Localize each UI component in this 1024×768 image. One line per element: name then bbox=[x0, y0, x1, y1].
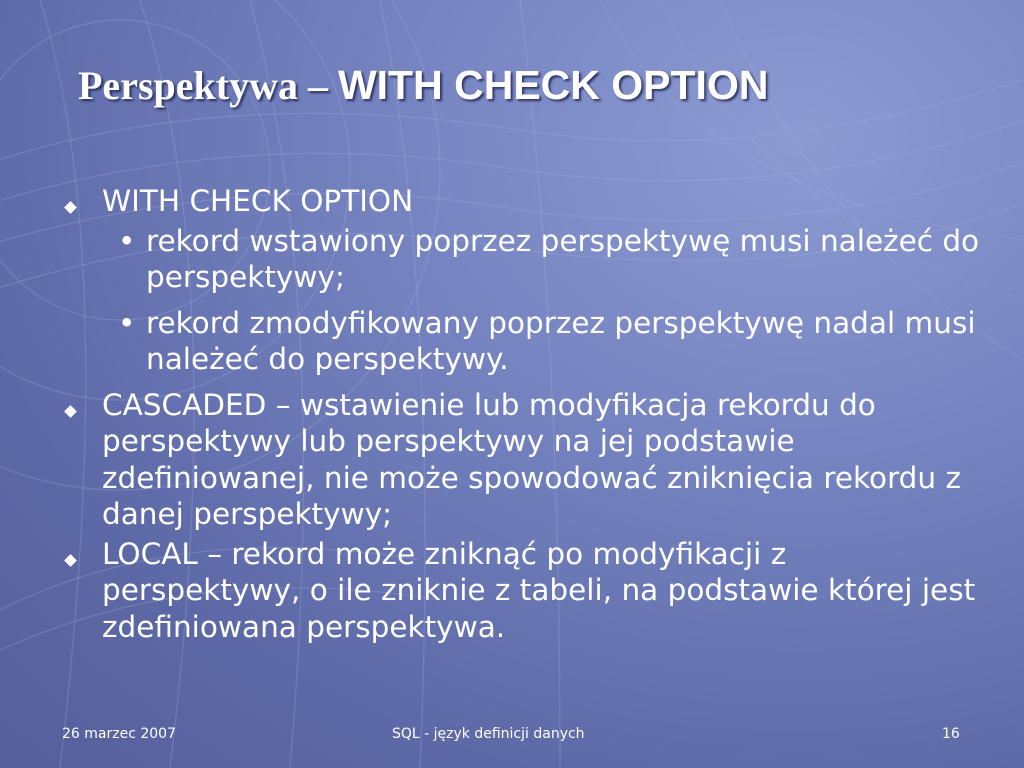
sub-bullet-dot: • bbox=[118, 305, 136, 340]
bullet-text: CASCADED – wstawienie lub modyfikacja rekordu do perspektywy lub perspektywy na jej podstawie zdefiniowanej, nie może spowodować zniknięcia rekordu z danej perspektywy; bbox=[102, 387, 961, 531]
bullet-text: WITH CHECK OPTION bbox=[102, 184, 414, 218]
bullet-item bbox=[60, 183, 980, 220]
sub-bullet-item bbox=[60, 305, 980, 378]
diamond-icon bbox=[64, 201, 77, 214]
title-part-1: Perspektywa – bbox=[78, 63, 338, 108]
footer-title: SQL - język definicji danych bbox=[392, 726, 585, 742]
bullet-item bbox=[60, 536, 980, 646]
slide-content bbox=[60, 183, 980, 648]
bullet-text: LOCAL – rekord może zniknąć po modyfikacji z perspektywy, o ile zniknie z tabeli, na podstawie której jest zdefiniowana perspektywa. bbox=[102, 536, 976, 644]
sub-bullet-text: rekord zmodyfikowany poprzez perspektywę nadal musi należeć do perspektywy. bbox=[146, 305, 976, 376]
sub-bullet-text: rekord wstawiony poprzez perspektywę musi należeć do perspektywy; bbox=[146, 223, 980, 294]
sub-bullet-dot: • bbox=[118, 223, 136, 258]
title-part-2: WITH CHECK OPTION bbox=[337, 62, 769, 108]
diamond-icon bbox=[64, 554, 77, 567]
slide-title bbox=[78, 62, 978, 132]
diamond-icon bbox=[64, 405, 77, 418]
sub-bullet-item bbox=[60, 223, 980, 296]
page-number: 16 bbox=[942, 726, 960, 742]
footer-date: 26 marzec 2007 bbox=[62, 726, 176, 742]
bullet-item bbox=[60, 387, 980, 533]
